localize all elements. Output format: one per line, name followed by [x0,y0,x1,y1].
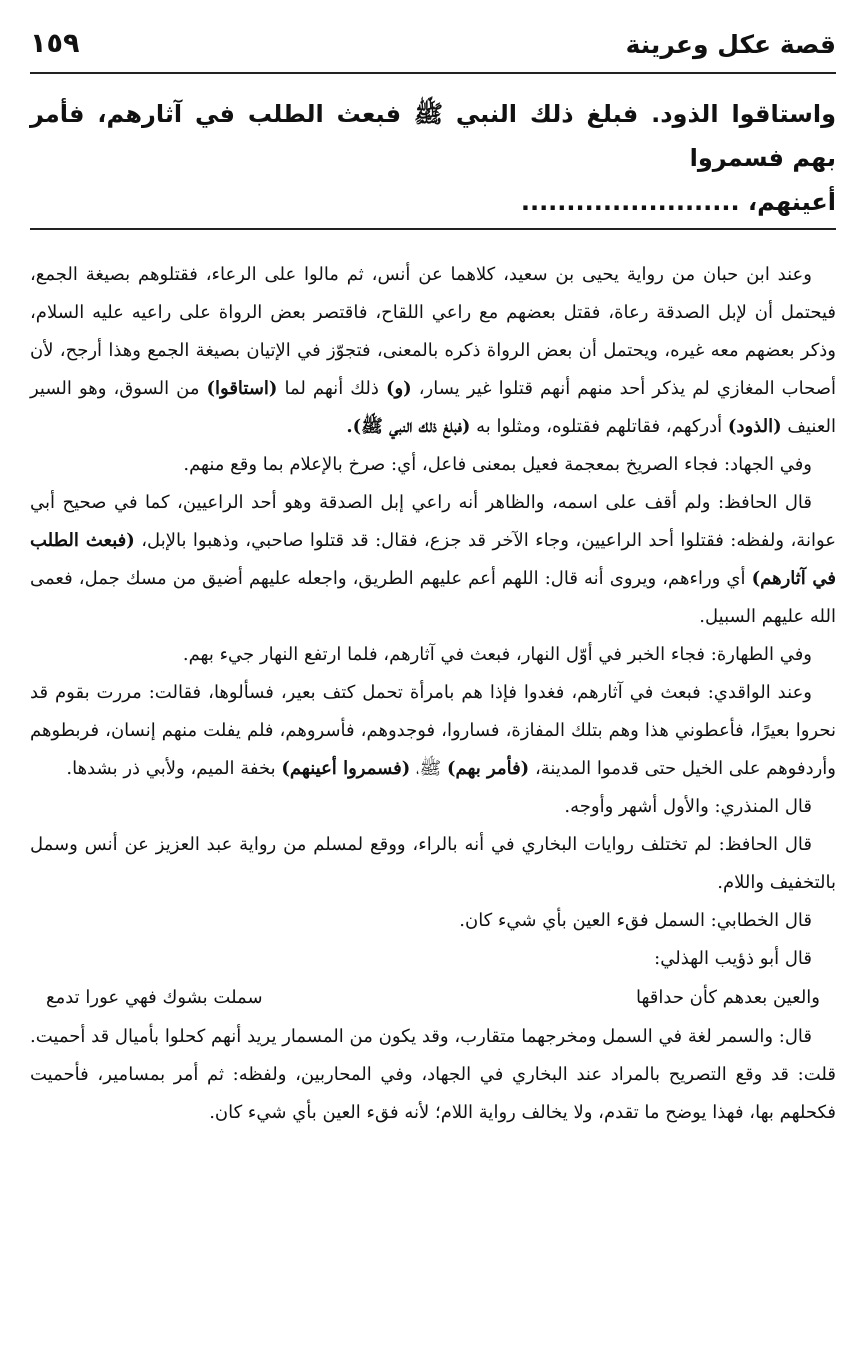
hadith-line-2 [30,180,836,224]
hadith-line-2-text: أعينهم، [748,188,836,216]
p1-bold-dhawd: (الذود) [727,416,782,437]
p1-bold-balagha: (فبلغ ذلك النبي ﷺ). [346,416,471,437]
p1-text: وعند ابن حبان من رواية يحيى بن سعيد، كلاهما عن أنس، ثم مالوا على الرعاء، فقتلوهم بصيغة الجمع، فيحتمل أن لإبل الصدقة رعاة، فقتل بعضهم مع راعي اللقاح، فاقتصر بعض الرواة على راعيه عليه السلام، وذكر بعضهم معه غيره، ويحتمل أن بعض الرواة ذكره بالمعنى، فتجوّز في الإتيان بصيغة الجمع وهذا أرجح، لأن أصحاب المغازي لم يذكر أحد منهم أنهم قتلوا غير يسار، [30,264,836,399]
p1-and: (و) [385,378,412,399]
p5-bold-amar: (فأمر بهم) [446,758,530,779]
commentary-paragraph-1 [30,256,836,446]
book-page [30,26,836,1132]
p5-bold-samaru: (فسمروا أعينهم) [281,758,411,779]
commentary-paragraph-6: قال المنذري: والأول أشهر وأوجه. [564,796,812,817]
p1-text-c: من السوق، وهو السير العنيف [30,378,836,437]
p1-text-b: ذلك أنهم لما [284,378,379,399]
hadith-line-1: واستاقوا الذود. فبلغ ذلك النبي ﷺ فبعث الطلب في آثارهم، فأمر بهم فسمروا [30,100,836,172]
page-number: ١٥٩ [30,28,80,59]
p1-text-d: أدركهم، فقاتلهم فقتلوه، ومثلوا به [476,416,723,437]
commentary-paragraph-10: قال: والسمر لغة في السمل ومخرجهما متقارب، وقد يكون من المسمار يريد أنهم كحلوا بأميال قد أحميت. قلت: قد وقع التصريح بالمراد عند البخاري في الجهاد، وفي المحاربين، ولفظه: ثم أمر بمسامير، فأحميت فكحلهم بها، فهذا يوضح ما تقدم، ولا يخالف رواية اللام؛ لأنه فقء العين بأي شيء كان. [30,1026,836,1123]
commentary [30,256,836,1132]
commentary-paragraph-2: وفي الجهاد: فجاء الصريخ بمعجمة فعيل بمعنى فاعل، أي: صرخ بالإعلام بما وقع منهم. [183,454,812,475]
page-header [30,26,836,72]
commentary-paragraph-7: قال الحافظ: لم تختلف روايات البخاري في أنه بالراء، ووقع لمسلم من رواية عبد العزيز عن أنس وسمل بالتخفيف واللام. [30,834,836,893]
hadith-ellipsis: ........................ [520,188,740,216]
p5-text-b: ﷺ، [416,758,442,779]
commentary-paragraph-3 [30,484,836,636]
hadith-text [30,74,836,228]
poem-first-hemistich: والعين بعدهم كأن حداقها [635,987,820,1008]
p5-text-a: وعند الواقدي: فبعث في آثارهم، فغدوا فإذا هم بامرأة تحمل كتف بعير، فسألوها، فقالت: مررت بقوم قد نحروا بعيرًا، فأعطوني هذا وهم بتلك المفازة، فساروا، فوجدوهم، فأسروهم، فلم يفلت منهم إنسان، فربطوهم وأردفوهم على الخيل حتى قدموا المدينة، [30,682,836,779]
p1-bold-istaqu: (استاقوا) [206,378,278,399]
p3-bold: (فبعث الطلب في آثارهم) [30,530,836,589]
commentary-paragraph-8: قال الخطابي: السمل فقء العين بأي شيء كان. [459,910,812,931]
p3-text-a: قال الحافظ: ولم أقف على اسمه، والظاهر أنه راعي إبل الصدقة وهو أحد الراعيين، كما في صحيح أبي عوانة، ولفظه: فقتلوا أحد الراعيين، وجاء الآخر قد جزع، فقال: قد قتلوا صاحبي، وذهبوا بالإبل، [30,492,837,551]
section-rule [30,228,836,230]
chapter-title: قصة عكل وعرينة [625,30,836,59]
poem-verse [30,978,836,1018]
p3-text-b: أي وراءهم، ويروى أنه قال: اللهم أعم عليهم الطريق، واجعله عليهم أضيق من مسك جمل، فعمى الله عليهم السبيل. [30,568,836,627]
commentary-paragraph-9: قال أبو ذؤيب الهذلي: [654,948,812,969]
p5-text-c: بخفة الميم، ولأبي ذر بشدها. [66,758,276,779]
commentary-paragraph-5 [30,674,836,788]
poem-second-hemistich: سملت بشوك فهي عورا تدمع [46,987,263,1008]
commentary-paragraph-4: وفي الطهارة: فجاء الخبر في أوّل النهار، فبعث في آثارهم، فلما ارتفع النهار جيء بهم. [182,644,812,665]
